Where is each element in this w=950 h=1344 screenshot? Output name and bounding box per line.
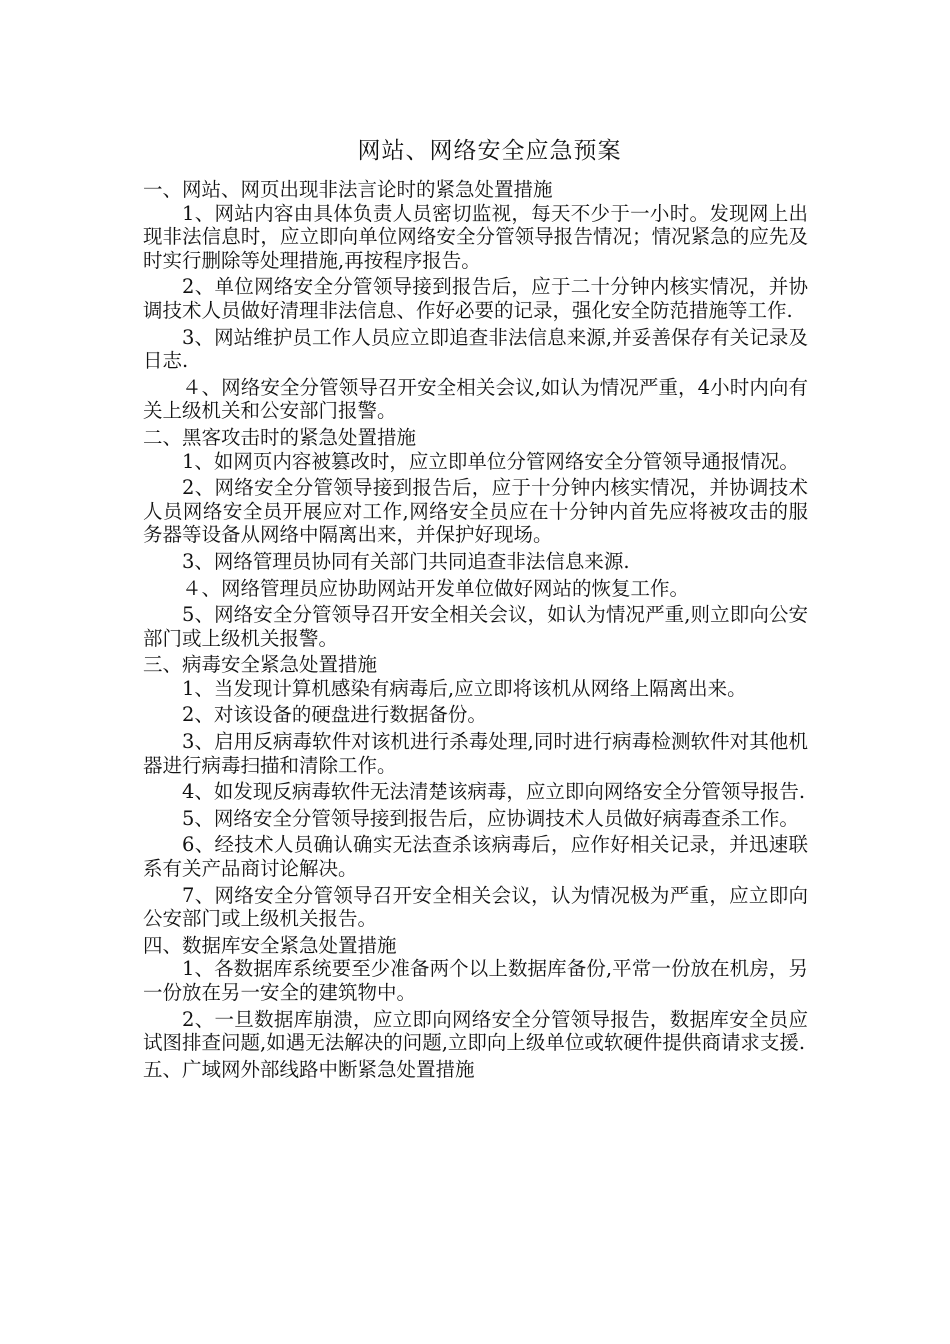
paragraph: 2、单位网络安全分管领导接到报告后，应于二十分钟内核实情况，并协调技术人员做好清理非法信息、作好必要的记录，强化安全防范措施等工作. (143, 275, 808, 322)
paragraph: 1、当发现计算机感染有病毒后,应立即将该机从网络上隔离出来。 (182, 676, 747, 700)
section-heading: 五、广域网外部线路中断紧急处置措施 (143, 1057, 475, 1081)
paragraph: 4、如发现反病毒软件无法清楚该病毒，应立即向网络安全分管领导报告. (182, 780, 806, 804)
paragraph: 3、网络管理员协同有关部门共同追查非法信息来源. (182, 549, 630, 573)
document-title: 网站、网络安全应急预案 (357, 138, 622, 164)
paragraph: 7、网络安全分管领导召开安全相关会议，认为情况极为严重，应立即向公安部门或上级机关报告。 (143, 883, 808, 931)
section-heading: 四、数据库安全紧急处置措施 (143, 933, 397, 957)
section-heading: 二、黑客攻击时的紧急处置措施 (143, 425, 417, 449)
section-heading: 三、病毒安全紧急处置措施 (143, 653, 378, 677)
paragraph: 1、网站内容由具体负责人员密切监视，每天不少于一小时。发现网上出现非法信息时，应立即向单位网络安全分管领导报告情况；情况紧急的应先及时实行删除等处理措施,再按程序报告。 (143, 201, 808, 272)
document-page (143, 136, 808, 1081)
paragraph: 5、网络安全分管领导接到报告后，应协调技术人员做好病毒查杀工作。 (182, 806, 799, 830)
section-heading: 一、网站、网页出现非法言论时的紧急处置措施 (143, 178, 553, 201)
paragraph: 2、对该设备的硬盘进行数据备份。 (182, 703, 487, 727)
paragraph: 2、一旦数据库崩溃，应立即向网络安全分管领导报告，数据库安全员应试图排查问题,如遇无法解决的问题,立即向上级单位或软硬件提供商请求支援. (143, 1007, 808, 1055)
paragraph: 6、经技术人员确认确实无法查杀该病毒后，应作好相关记录，并迅速联系有关产品商讨论解决。 (143, 833, 808, 881)
paragraph: 5、网络安全分管领导召开安全相关会议，如认为情况严重,则立即向公安部门或上级机关报警。 (143, 603, 808, 650)
paragraph: 1、各数据库系统要至少准备两个以上数据库备份,平常一份放在机房，另一份放在另一安全的建筑物中。 (143, 957, 808, 1004)
paragraph: ４、网络安全分管领导召开安全相关会议,如认为情况严重，4小时内向有关上级机关和公安部门报警。 (143, 375, 808, 423)
paragraph: 3、网站维护员工作人员应立即追查非法信息来源,并妥善保存有关记录及日志. (143, 325, 808, 373)
paragraph: 2、网络安全分管领导接到报告后，应于十分钟内核实情况，并协调技术人员网络安全员开展应对工作,网络安全员应在十分钟内首先应将被攻击的服务器等设备从网络中隔离出来，并保护好现场。 (143, 476, 808, 547)
paragraph: ４、网络管理员应协助网站开发单位做好网站的恢复工作。 (182, 576, 690, 600)
paragraph: 1、如网页内容被篡改时，应立即单位分管网络安全分管领导通报情况。 (182, 449, 799, 473)
paragraph: 3、启用反病毒软件对该机进行杀毒处理,同时进行病毒检测软件对其他机器进行病毒扫描和清除工作。 (143, 730, 808, 777)
document-body (143, 178, 808, 1081)
